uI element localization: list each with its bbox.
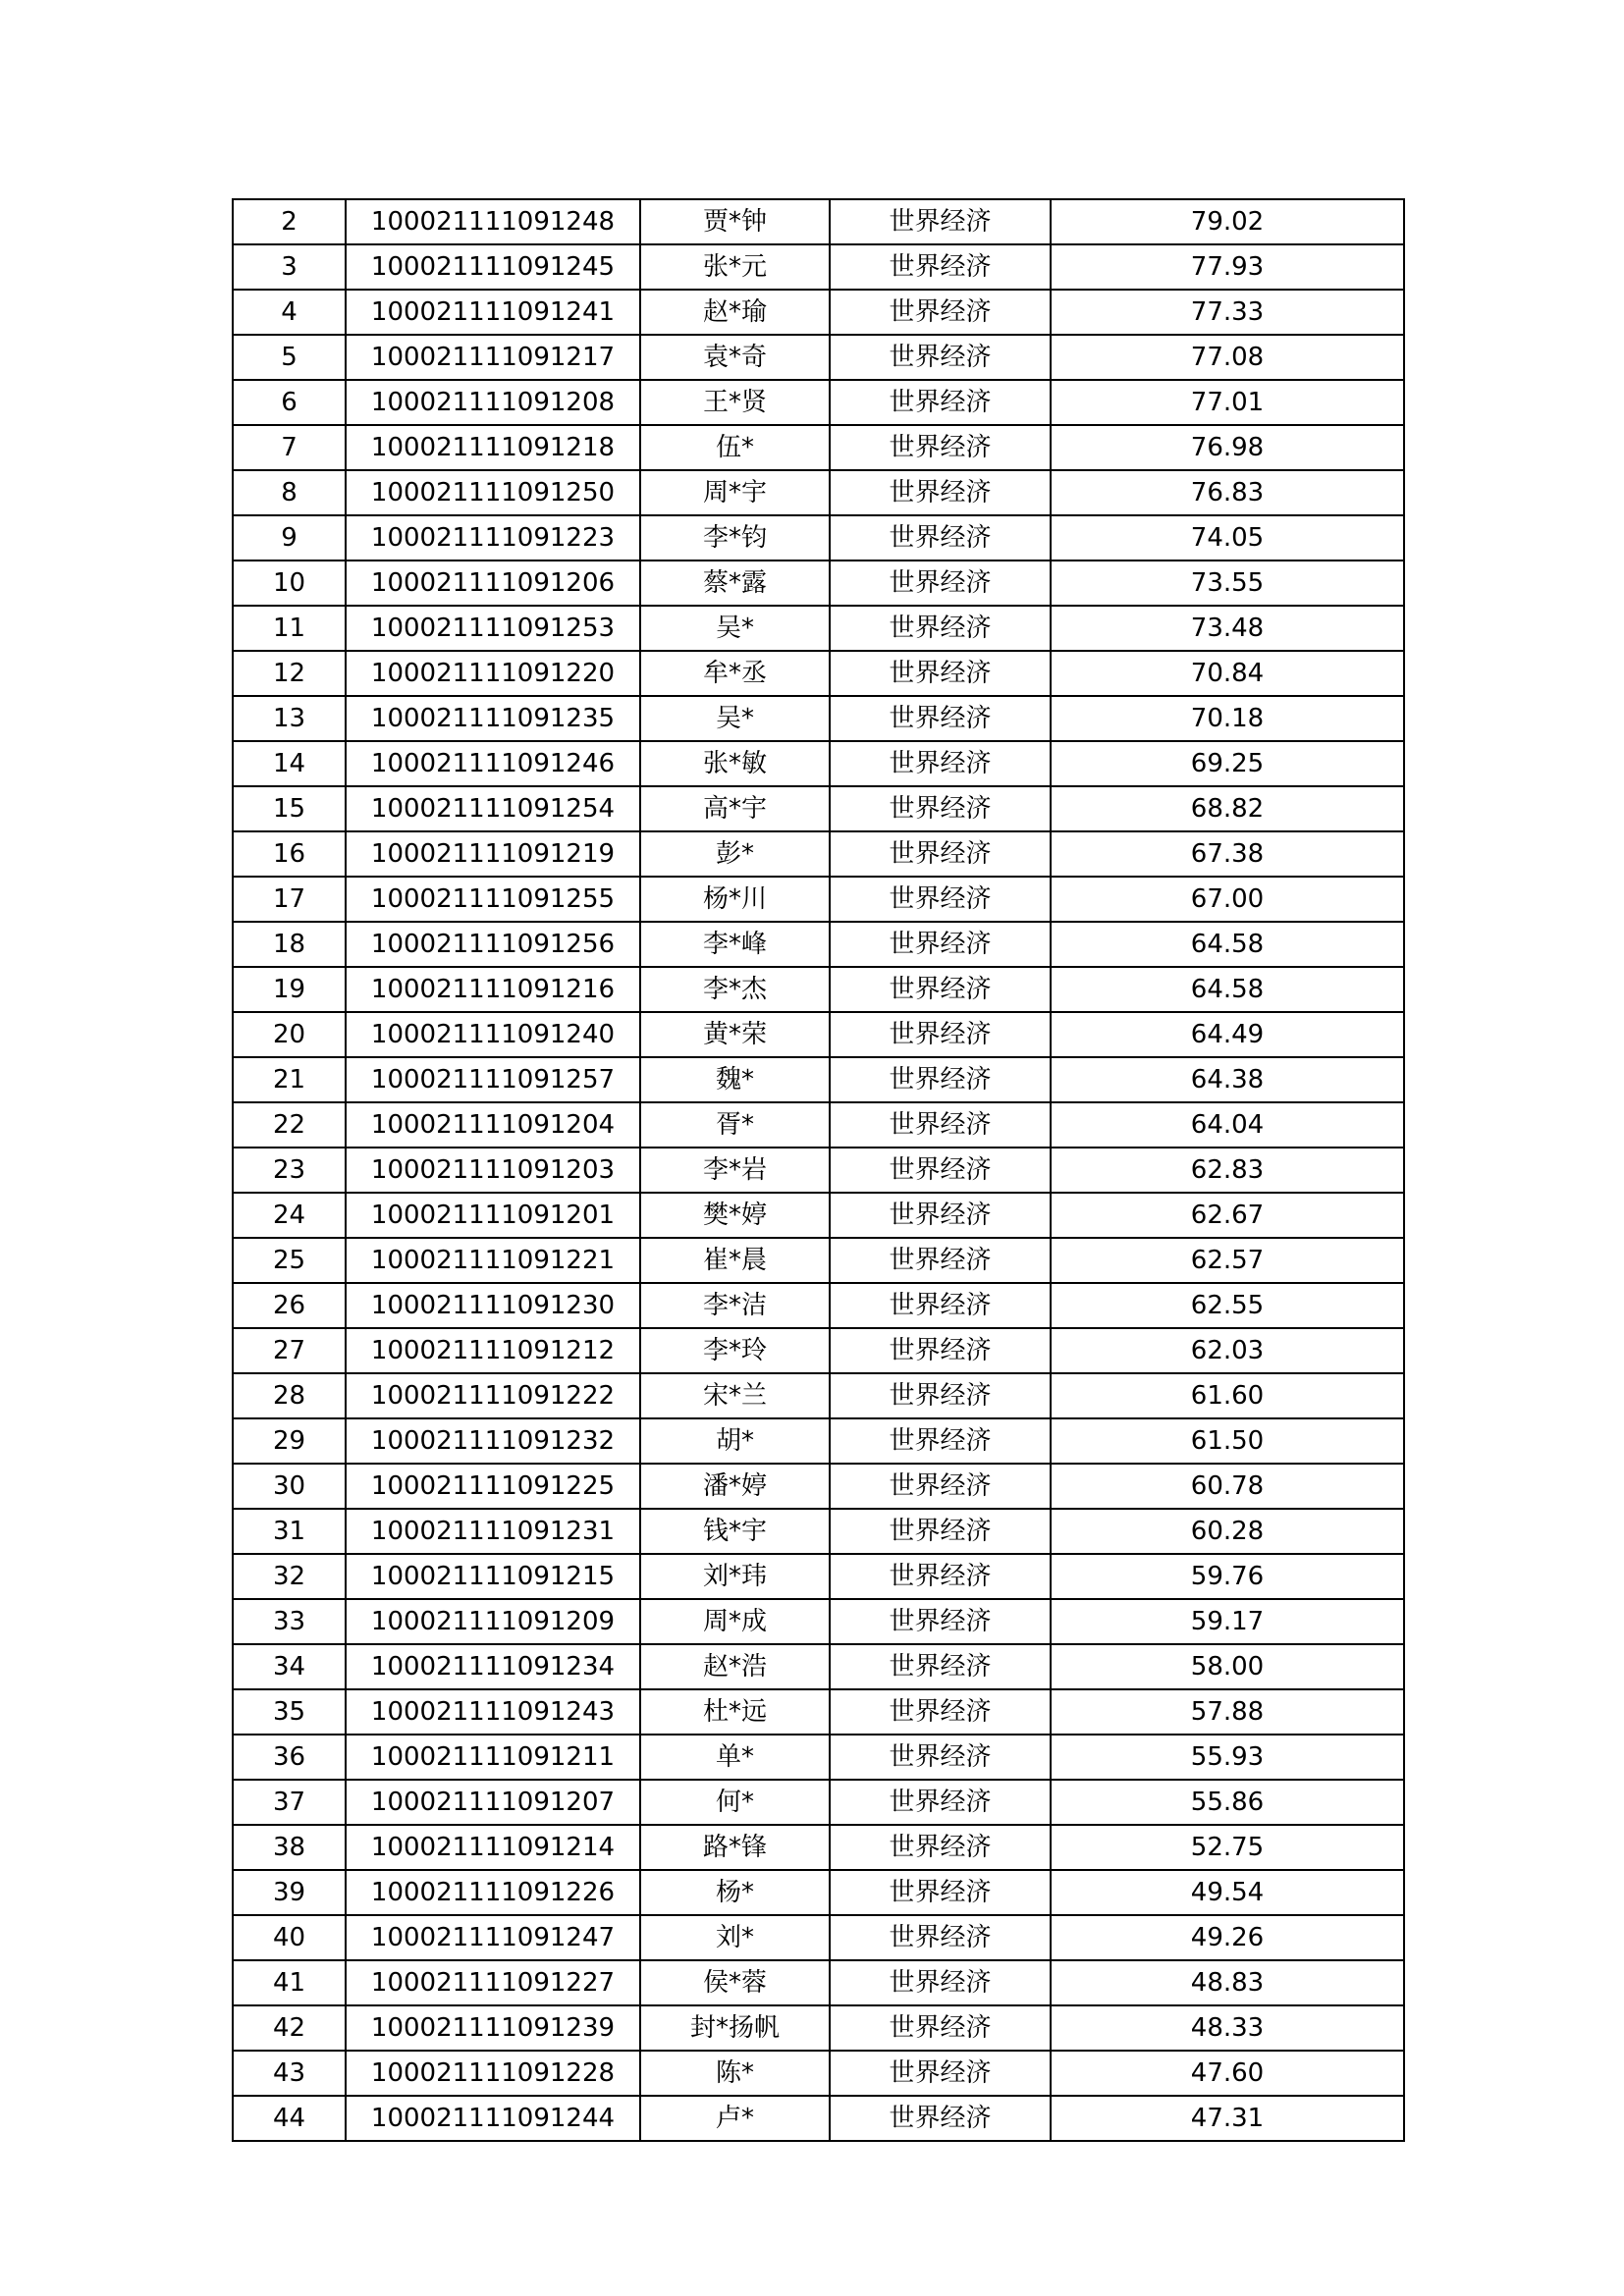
major-cell: 世界经济 [830, 2005, 1051, 2051]
major-cell: 世界经济 [830, 1102, 1051, 1148]
table-row [233, 1870, 1404, 1915]
row-number-cell: 4 [233, 290, 346, 335]
row-number-cell: 8 [233, 470, 346, 515]
candidate-name-cell: 黄*荣 [640, 1012, 830, 1057]
candidate-id-cell: 100021111091223 [346, 515, 640, 561]
table-row [233, 1644, 1404, 1689]
row-number-cell: 28 [233, 1373, 346, 1418]
score-cell: 52.75 [1051, 1825, 1404, 1870]
candidate-name-cell: 杨* [640, 1870, 830, 1915]
candidate-id-cell: 100021111091204 [346, 1102, 640, 1148]
row-number-cell: 7 [233, 425, 346, 470]
row-number-cell: 33 [233, 1599, 346, 1644]
major-cell: 世界经济 [830, 651, 1051, 696]
score-cell: 69.25 [1051, 741, 1404, 786]
major-cell: 世界经济 [830, 696, 1051, 741]
table-row [233, 1148, 1404, 1193]
table-row [233, 741, 1404, 786]
row-number-cell: 14 [233, 741, 346, 786]
table-row [233, 877, 1404, 922]
table-row [233, 922, 1404, 967]
row-number-cell: 35 [233, 1689, 346, 1735]
major-cell: 世界经济 [830, 1418, 1051, 1464]
table-row [233, 696, 1404, 741]
candidate-id-cell: 100021111091203 [346, 1148, 640, 1193]
major-cell: 世界经济 [830, 1554, 1051, 1599]
major-cell: 世界经济 [830, 922, 1051, 967]
candidate-name-cell: 袁*奇 [640, 335, 830, 380]
score-cell: 48.33 [1051, 2005, 1404, 2051]
major-cell: 世界经济 [830, 515, 1051, 561]
candidate-name-cell: 李*钧 [640, 515, 830, 561]
candidate-id-cell: 100021111091243 [346, 1689, 640, 1735]
candidate-name-cell: 杜*远 [640, 1689, 830, 1735]
major-cell: 世界经济 [830, 606, 1051, 651]
candidate-id-cell: 100021111091212 [346, 1328, 640, 1373]
table-row [233, 1418, 1404, 1464]
candidate-id-cell: 100021111091220 [346, 651, 640, 696]
score-cell: 57.88 [1051, 1689, 1404, 1735]
candidate-name-cell: 封*扬帆 [640, 2005, 830, 2051]
candidate-name-cell: 李*岩 [640, 1148, 830, 1193]
candidate-id-cell: 100021111091248 [346, 199, 640, 244]
table-row [233, 199, 1404, 244]
table-row [233, 1509, 1404, 1554]
score-cell: 64.58 [1051, 967, 1404, 1012]
row-number-cell: 39 [233, 1870, 346, 1915]
candidate-id-cell: 100021111091206 [346, 561, 640, 606]
candidate-id-cell: 100021111091255 [346, 877, 640, 922]
score-cell: 77.93 [1051, 244, 1404, 290]
score-cell: 60.28 [1051, 1509, 1404, 1554]
table-row [233, 1735, 1404, 1780]
candidate-id-cell: 100021111091254 [346, 786, 640, 831]
major-cell: 世界经济 [830, 1373, 1051, 1418]
candidate-name-cell: 吴* [640, 606, 830, 651]
score-table-body [233, 199, 1404, 2141]
candidate-name-cell: 赵*浩 [640, 1644, 830, 1689]
candidate-name-cell: 周*宇 [640, 470, 830, 515]
candidate-name-cell: 吴* [640, 696, 830, 741]
table-row [233, 1328, 1404, 1373]
row-number-cell: 13 [233, 696, 346, 741]
major-cell: 世界经济 [830, 335, 1051, 380]
score-cell: 70.18 [1051, 696, 1404, 741]
score-cell: 62.83 [1051, 1148, 1404, 1193]
table-row [233, 967, 1404, 1012]
candidate-id-cell: 100021111091226 [346, 1870, 640, 1915]
score-cell: 62.55 [1051, 1283, 1404, 1328]
major-cell: 世界经济 [830, 1870, 1051, 1915]
candidate-name-cell: 宋*兰 [640, 1373, 830, 1418]
candidate-id-cell: 100021111091207 [346, 1780, 640, 1825]
major-cell: 世界经济 [830, 1328, 1051, 1373]
candidate-id-cell: 100021111091214 [346, 1825, 640, 1870]
score-cell: 76.83 [1051, 470, 1404, 515]
major-cell: 世界经济 [830, 877, 1051, 922]
row-number-cell: 31 [233, 1509, 346, 1554]
row-number-cell: 3 [233, 244, 346, 290]
score-cell: 58.00 [1051, 1644, 1404, 1689]
major-cell: 世界经济 [830, 1193, 1051, 1238]
row-number-cell: 37 [233, 1780, 346, 1825]
candidate-name-cell: 高*宇 [640, 786, 830, 831]
score-cell: 77.01 [1051, 380, 1404, 425]
row-number-cell: 32 [233, 1554, 346, 1599]
table-row [233, 1825, 1404, 1870]
major-cell: 世界经济 [830, 1283, 1051, 1328]
table-row [233, 1373, 1404, 1418]
row-number-cell: 42 [233, 2005, 346, 2051]
major-cell: 世界经济 [830, 1057, 1051, 1102]
row-number-cell: 38 [233, 1825, 346, 1870]
candidate-id-cell: 100021111091245 [346, 244, 640, 290]
major-cell: 世界经济 [830, 2096, 1051, 2141]
candidate-name-cell: 贾*钟 [640, 199, 830, 244]
row-number-cell: 6 [233, 380, 346, 425]
score-cell: 79.02 [1051, 199, 1404, 244]
table-row [233, 1915, 1404, 1960]
row-number-cell: 23 [233, 1148, 346, 1193]
table-row [233, 606, 1404, 651]
table-row [233, 1193, 1404, 1238]
score-cell: 77.08 [1051, 335, 1404, 380]
row-number-cell: 22 [233, 1102, 346, 1148]
candidate-name-cell: 王*贤 [640, 380, 830, 425]
score-cell: 49.26 [1051, 1915, 1404, 1960]
major-cell: 世界经济 [830, 1689, 1051, 1735]
score-table [232, 198, 1405, 2142]
candidate-name-cell: 樊*婷 [640, 1193, 830, 1238]
score-cell: 64.04 [1051, 1102, 1404, 1148]
row-number-cell: 2 [233, 199, 346, 244]
candidate-id-cell: 100021111091240 [346, 1012, 640, 1057]
candidate-name-cell: 牟*丞 [640, 651, 830, 696]
candidate-id-cell: 100021111091221 [346, 1238, 640, 1283]
score-cell: 47.31 [1051, 2096, 1404, 2141]
candidate-name-cell: 周*成 [640, 1599, 830, 1644]
major-cell: 世界经济 [830, 1780, 1051, 1825]
candidate-name-cell: 蔡*露 [640, 561, 830, 606]
row-number-cell: 10 [233, 561, 346, 606]
row-number-cell: 9 [233, 515, 346, 561]
candidate-name-cell: 李*杰 [640, 967, 830, 1012]
candidate-name-cell: 潘*婷 [640, 1464, 830, 1509]
row-number-cell: 40 [233, 1915, 346, 1960]
score-cell: 62.67 [1051, 1193, 1404, 1238]
candidate-name-cell: 胥* [640, 1102, 830, 1148]
major-cell: 世界经济 [830, 290, 1051, 335]
major-cell: 世界经济 [830, 1148, 1051, 1193]
score-cell: 59.76 [1051, 1554, 1404, 1599]
row-number-cell: 30 [233, 1464, 346, 1509]
candidate-name-cell: 崔*晨 [640, 1238, 830, 1283]
row-number-cell: 12 [233, 651, 346, 696]
candidate-id-cell: 100021111091208 [346, 380, 640, 425]
table-row [233, 290, 1404, 335]
table-row [233, 1599, 1404, 1644]
row-number-cell: 18 [233, 922, 346, 967]
major-cell: 世界经济 [830, 380, 1051, 425]
candidate-id-cell: 100021111091244 [346, 2096, 640, 2141]
table-row [233, 1102, 1404, 1148]
candidate-name-cell: 杨*川 [640, 877, 830, 922]
score-cell: 61.50 [1051, 1418, 1404, 1464]
score-cell: 47.60 [1051, 2051, 1404, 2096]
candidate-id-cell: 100021111091219 [346, 831, 640, 877]
candidate-name-cell: 单* [640, 1735, 830, 1780]
score-cell: 61.60 [1051, 1373, 1404, 1418]
score-cell: 62.03 [1051, 1328, 1404, 1373]
candidate-id-cell: 100021111091246 [346, 741, 640, 786]
row-number-cell: 34 [233, 1644, 346, 1689]
candidate-name-cell: 刘*玮 [640, 1554, 830, 1599]
major-cell: 世界经济 [830, 1238, 1051, 1283]
candidate-name-cell: 陈* [640, 2051, 830, 2096]
candidate-id-cell: 100021111091235 [346, 696, 640, 741]
major-cell: 世界经济 [830, 1735, 1051, 1780]
score-cell: 68.82 [1051, 786, 1404, 831]
table-row [233, 2005, 1404, 2051]
table-row [233, 1464, 1404, 1509]
table-row [233, 651, 1404, 696]
score-cell: 76.98 [1051, 425, 1404, 470]
table-row [233, 2051, 1404, 2096]
major-cell: 世界经济 [830, 1012, 1051, 1057]
score-cell: 62.57 [1051, 1238, 1404, 1283]
score-cell: 48.83 [1051, 1960, 1404, 2005]
score-cell: 74.05 [1051, 515, 1404, 561]
candidate-name-cell: 卢* [640, 2096, 830, 2141]
score-cell: 55.93 [1051, 1735, 1404, 1780]
candidate-id-cell: 100021111091216 [346, 967, 640, 1012]
candidate-name-cell: 张*元 [640, 244, 830, 290]
candidate-id-cell: 100021111091215 [346, 1554, 640, 1599]
candidate-name-cell: 赵*瑜 [640, 290, 830, 335]
candidate-id-cell: 100021111091222 [346, 1373, 640, 1418]
table-row [233, 786, 1404, 831]
candidate-name-cell: 何* [640, 1780, 830, 1825]
candidate-id-cell: 100021111091247 [346, 1915, 640, 1960]
major-cell: 世界经济 [830, 831, 1051, 877]
table-row [233, 380, 1404, 425]
candidate-name-cell: 伍* [640, 425, 830, 470]
row-number-cell: 5 [233, 335, 346, 380]
candidate-id-cell: 100021111091218 [346, 425, 640, 470]
major-cell: 世界经济 [830, 1599, 1051, 1644]
candidate-id-cell: 100021111091217 [346, 335, 640, 380]
candidate-id-cell: 100021111091232 [346, 1418, 640, 1464]
major-cell: 世界经济 [830, 199, 1051, 244]
major-cell: 世界经济 [830, 741, 1051, 786]
table-row [233, 831, 1404, 877]
candidate-name-cell: 李*峰 [640, 922, 830, 967]
table-row [233, 1960, 1404, 2005]
table-row [233, 1554, 1404, 1599]
candidate-id-cell: 100021111091228 [346, 2051, 640, 2096]
row-number-cell: 24 [233, 1193, 346, 1238]
major-cell: 世界经济 [830, 561, 1051, 606]
major-cell: 世界经济 [830, 786, 1051, 831]
table-row [233, 1012, 1404, 1057]
major-cell: 世界经济 [830, 425, 1051, 470]
score-cell: 60.78 [1051, 1464, 1404, 1509]
table-row [233, 561, 1404, 606]
row-number-cell: 26 [233, 1283, 346, 1328]
table-row [233, 515, 1404, 561]
candidate-id-cell: 100021111091209 [346, 1599, 640, 1644]
row-number-cell: 15 [233, 786, 346, 831]
table-row [233, 470, 1404, 515]
score-cell: 70.84 [1051, 651, 1404, 696]
table-row [233, 2096, 1404, 2141]
candidate-id-cell: 100021111091230 [346, 1283, 640, 1328]
row-number-cell: 36 [233, 1735, 346, 1780]
major-cell: 世界经济 [830, 1509, 1051, 1554]
candidate-name-cell: 彭* [640, 831, 830, 877]
row-number-cell: 19 [233, 967, 346, 1012]
row-number-cell: 44 [233, 2096, 346, 2141]
candidate-name-cell: 钱*宇 [640, 1509, 830, 1554]
major-cell: 世界经济 [830, 1464, 1051, 1509]
candidate-name-cell: 李*玲 [640, 1328, 830, 1373]
candidate-id-cell: 100021111091234 [346, 1644, 640, 1689]
major-cell: 世界经济 [830, 1644, 1051, 1689]
row-number-cell: 29 [233, 1418, 346, 1464]
table-row [233, 1780, 1404, 1825]
score-cell: 64.58 [1051, 922, 1404, 967]
score-cell: 49.54 [1051, 1870, 1404, 1915]
candidate-id-cell: 100021111091250 [346, 470, 640, 515]
major-cell: 世界经济 [830, 1825, 1051, 1870]
candidate-id-cell: 100021111091253 [346, 606, 640, 651]
table-row [233, 1057, 1404, 1102]
candidate-name-cell: 侯*蓉 [640, 1960, 830, 2005]
row-number-cell: 21 [233, 1057, 346, 1102]
table-row [233, 1238, 1404, 1283]
row-number-cell: 43 [233, 2051, 346, 2096]
score-cell: 64.38 [1051, 1057, 1404, 1102]
major-cell: 世界经济 [830, 967, 1051, 1012]
candidate-id-cell: 100021111091211 [346, 1735, 640, 1780]
score-cell: 59.17 [1051, 1599, 1404, 1644]
row-number-cell: 25 [233, 1238, 346, 1283]
candidate-name-cell: 胡* [640, 1418, 830, 1464]
major-cell: 世界经济 [830, 1915, 1051, 1960]
score-cell: 67.38 [1051, 831, 1404, 877]
candidate-id-cell: 100021111091201 [346, 1193, 640, 1238]
candidate-name-cell: 李*洁 [640, 1283, 830, 1328]
row-number-cell: 27 [233, 1328, 346, 1373]
candidate-name-cell: 魏* [640, 1057, 830, 1102]
row-number-cell: 16 [233, 831, 346, 877]
row-number-cell: 41 [233, 1960, 346, 2005]
candidate-name-cell: 刘* [640, 1915, 830, 1960]
candidate-id-cell: 100021111091239 [346, 2005, 640, 2051]
score-cell: 77.33 [1051, 290, 1404, 335]
major-cell: 世界经济 [830, 470, 1051, 515]
row-number-cell: 20 [233, 1012, 346, 1057]
row-number-cell: 11 [233, 606, 346, 651]
candidate-id-cell: 100021111091257 [346, 1057, 640, 1102]
candidate-name-cell: 张*敏 [640, 741, 830, 786]
score-cell: 64.49 [1051, 1012, 1404, 1057]
major-cell: 世界经济 [830, 2051, 1051, 2096]
row-number-cell: 17 [233, 877, 346, 922]
score-cell: 73.48 [1051, 606, 1404, 651]
major-cell: 世界经济 [830, 1960, 1051, 2005]
table-row [233, 335, 1404, 380]
score-cell: 73.55 [1051, 561, 1404, 606]
table-row [233, 1283, 1404, 1328]
candidate-id-cell: 100021111091256 [346, 922, 640, 967]
score-cell: 67.00 [1051, 877, 1404, 922]
table-row [233, 244, 1404, 290]
table-row [233, 425, 1404, 470]
table-row [233, 1689, 1404, 1735]
score-cell: 55.86 [1051, 1780, 1404, 1825]
candidate-id-cell: 100021111091231 [346, 1509, 640, 1554]
candidate-id-cell: 100021111091225 [346, 1464, 640, 1509]
candidate-id-cell: 100021111091241 [346, 290, 640, 335]
candidate-id-cell: 100021111091227 [346, 1960, 640, 2005]
candidate-name-cell: 路*锋 [640, 1825, 830, 1870]
major-cell: 世界经济 [830, 244, 1051, 290]
